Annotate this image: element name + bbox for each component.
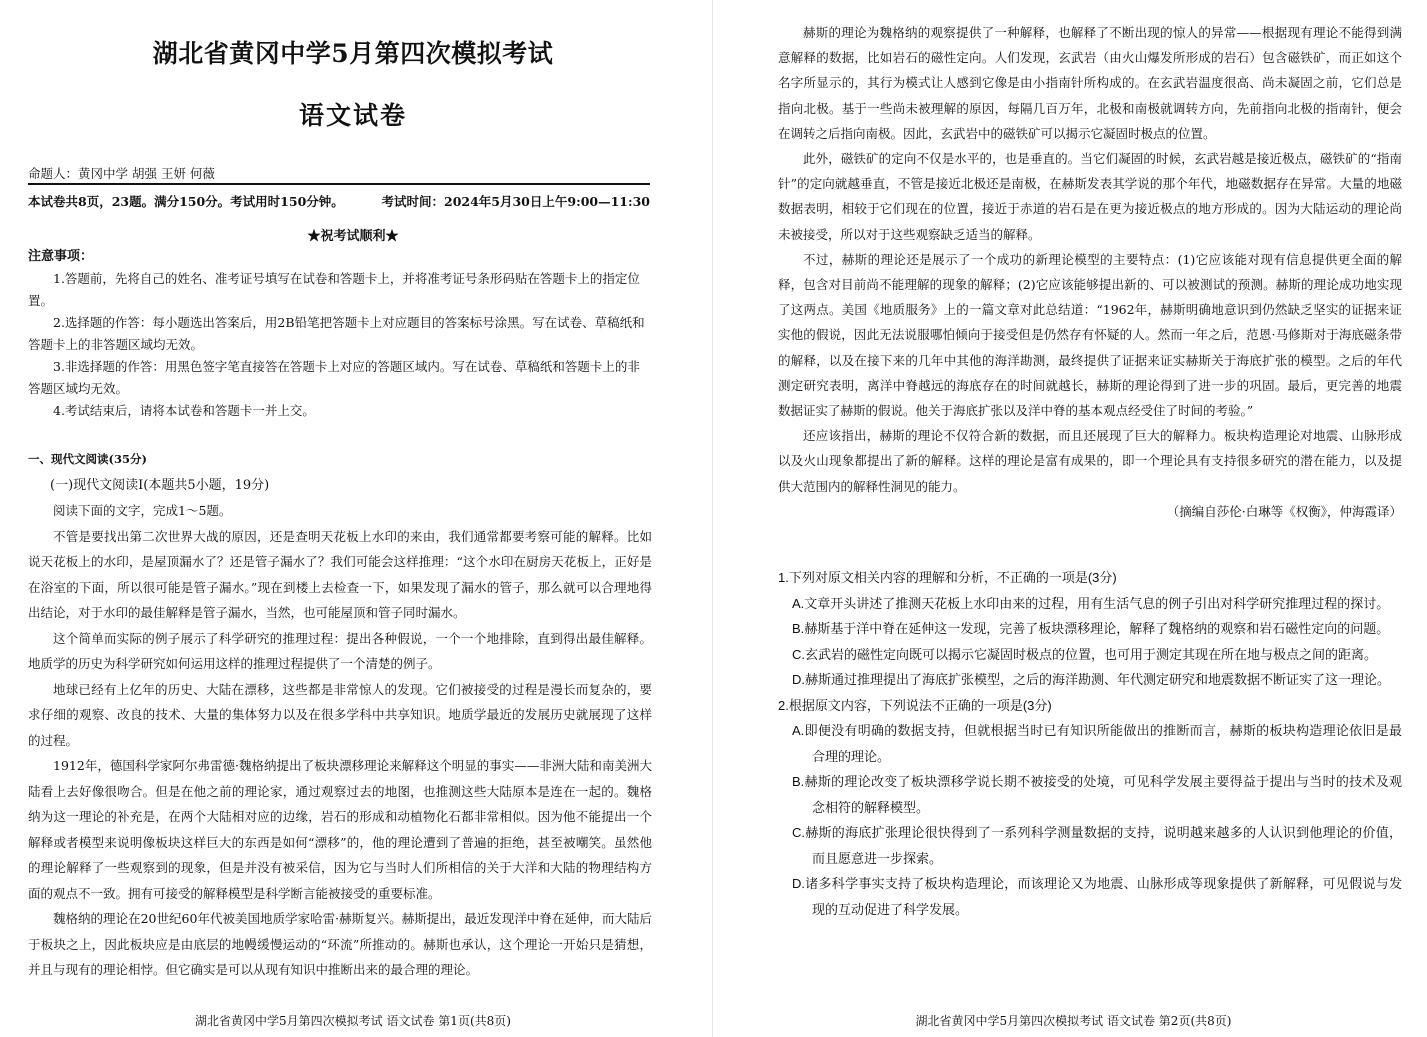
question-list (778, 565, 1402, 922)
passage-paragraph: 还应该指出，赫斯的理论不仅符合新的数据，而且还展现了巨大的解释力。板块构造理论对地震、山脉形成以及火山现象都提出了新的解释。这样的理论是富有成果的，即一个理论具有支持很多研究的潜在能力，以及提供大范围内的解释性洞见的能力。 (778, 428, 1402, 494)
passage-paragraph: 不管是要找出第二次世界大战的原因，还是查明天花板上水印的来由，我们通常都要考察可能的解释。比如说天花板上的水印，是屋顶漏水了？还是管子漏水了？我们可能会这样推理：“这个水印在厨房天花板上，正好是在浴室的下面，所以很可能是管子漏水。”现在到楼上去检查一下，如果发现了漏水的管子，那么就可以合理地得出结论，对于水印的最佳解释是管子漏水，当然，也可能屋顶和管子同时漏水。 (28, 528, 652, 620)
question-option: A.即便没有明确的数据支持，但就根据当时已有知识所能做出的推断而言，赫斯的板块构造理论依旧是最合理的理论。 (792, 723, 1402, 764)
left-page-footer: 湖北省黄冈中学5月第四次模拟考试 语文试卷 第1页(共8页) (195, 1014, 511, 1028)
wish-line: ★祝考试顺利★ (307, 229, 399, 244)
subject-title: 语文试卷 (298, 101, 407, 130)
question-option: A.文章开头讲述了推测天花板上水印由来的过程，用有生活气息的例子引出对科学研究推理过程的探讨。 (792, 595, 1390, 611)
passage-paragraph: 魏格纳的理论在20世纪60年代被美国地质学家哈雷·赫斯复兴。赫斯提出，最近发现洋中脊在延伸，而大陆后于板块之上，因此板块应是由底层的地幔缓慢运动的“环流”所推动的。赫斯也承认，这个理论一开始只是猜想，并且与现有的理论相悖。但它确实是可以从现有知识中推断出来的最合理的理论。 (28, 911, 652, 977)
passage-paragraph: 不过，赫斯的理论还是展示了一个成功的新理论模型的主要特点：(1)它应该能对现有信息提供更全面的解释，包含对目前尚不能理解的现象的解释；(2)它应该能够提出新的、可以被测试的预测。赫斯的理论成功地实现了这两点。美国《地质服务》上的一篇文章对此总结道：“1962年，赫斯明确地意识到仍然缺乏坚实的证据来证实他的假说，因此无法说服哪怕倾向于接受但是仍然存有怀疑的人。然而一年之后，范恩·马修斯对于海底磁条带的解释，以及在接下来的几年中其他的海洋勘测，最终提供了证据来证实赫斯关于海底扩张的模型。之后的年代测定研究表明，离洋中脊越远的海底存在的时间就越长，赫斯的理论得到了进一步的巩固。最后，更完善的地震数据证实了赫斯的假说。他关于海底扩张以及洋中脊的基本观点经受住了时间的考验。” (778, 251, 1402, 419)
question-option: B.赫斯的理论改变了板块漂移学说长期不被接受的处境，可见科学发展主要得益于提出与当时的技术及观念相符的解释模型。 (792, 774, 1402, 815)
section-heading: 一、现代文阅读(35分) (28, 452, 147, 466)
reading-section (28, 447, 652, 983)
passage-source: （摘编自莎伦·白琳等《权衡》，仲海霞译） (1166, 503, 1402, 519)
notice-heading: 注意事项： (28, 249, 94, 264)
right-page-footer: 湖北省黄冈中学5月第四次模拟考试 语文试卷 第2页(共8页) (915, 1014, 1232, 1028)
exam-meta-right: 考试时间：2024年5月30日上午9:00—11:30 (381, 194, 650, 209)
notice-item: 4.考试结束后，请将本试卷和答题卡一并上交。 (53, 403, 315, 418)
question-stem: 1.下列对原文相关内容的理解和分析，不正确的一项是(3分) (778, 570, 1117, 585)
header-rule (28, 183, 650, 185)
sub-heading: (一)现代文阅读Ⅰ(本题共5小题，19分) (50, 477, 270, 493)
passage-paragraph: 赫斯的理论为魏格纳的观察提供了一种解释，也解释了不断出现的惊人的异常——根据现有理论不能得到满意解释的数据，比如岩石的磁性定向。人们发现，玄武岩（由火山爆发所形成的岩石）包含磁铁矿，而正如这个名字所显示的，其行为模式让人感到它像是由小指南针所构成的。在玄武岩温度很高、尚未凝固之前，它们总是指向北极。基于一些尚未被理解的原因，每隔几百万年，北极和南极就调转方向，先前指向北极的指南针，便会在调转之后指向南极。因此，玄武岩中的磁铁矿可以揭示它凝固时极点的位置。 (778, 25, 1402, 141)
page-divider (712, 0, 713, 1037)
exam-meta (28, 192, 650, 210)
passage-paragraph: 1912年，德国科学家阿尔弗雷德·魏格纳提出了板块漂移理论来解释这个明显的事实——非洲大陆和南美洲大陆看上去好像很吻合。但是在他之前的理论家，通过观察过去的地图，也推测这些大陆原本是连在一起的。魏格纳为这一理论的补充是，在两个大陆相对应的边缘，岩石的形成和动植物化石都非常相似。因为他不能提出一个解释或者模型来说明像板块这样巨大的东西是如何“漂移”的，他的理论遭到了普遍的拒绝，甚至被嘲笑。虽然他的理论解释了一些观察到的现象，但是并没有被采信，因为它与当时人们所相信的关于大洋和大陆的物理结构方面的观点不一致。拥有可接受的解释模型是科学断言能被接受的重要标准。 (28, 758, 652, 901)
passage-paragraph: 此外，磁铁矿的定向不仅是水平的，也是垂直的。当它们凝固的时候，玄武岩越是接近极点，磁铁矿的“指南针”的定向就越垂直，不管是接近北极还是南极，在赫斯发表其学说的那个年代，地磁数据存在异常。大量的地磁数据表明，相较于它们现在的位置，接近于赤道的岩石是在更为接近极点的地方形成的。因为大陆运动的理论尚未被接受，所以对于这些观察缺乏适当的解释。 (778, 151, 1402, 242)
notice-item: 1.答题前，先将自己的姓名、准考证号填写在试卷和答题卡上，并将准考证号条形码贴在答题卡上的指定位置。 (28, 271, 640, 308)
notice-item: 2.选择题的作答：每小题选出答案后，用2B铅笔把答题卡上对应题目的答案标号涂黑。写在试卷、草稿纸和答题卡上的非答题区域均无效。 (28, 315, 645, 352)
question-stem: 2.根据原文内容，下列说法不正确的一项是(3分) (778, 697, 1052, 713)
passage-continued (778, 20, 1402, 524)
notice-block (28, 246, 652, 422)
notice-item: 3.非选择题的作答：用黑色签字笔直接答在答题卡上对应的答题区域内。写在试卷、草稿纸和答题卡上的非答题区域均无效。 (28, 359, 640, 396)
question-option: C.玄武岩的磁性定向既可以揭示它凝固时极点的位置，也可用于测定其现在所在地与极点之间的距离。 (792, 646, 1378, 662)
question-option: B.赫斯基于洋中脊在延伸这一发现，完善了板块漂移理论，解释了魏格纳的观察和岩石磁性定向的问题。 (792, 621, 1390, 636)
passage-paragraph: 地球已经有上亿年的历史、大陆在漂移，这些都是非常惊人的发现。它们被接受的过程是漫长而复杂的，要求仔细的观察、改良的技术、大量的集体努力以及在很多学科中共享知识。地质学最近的发展历史就展现了这样的过程。 (28, 681, 652, 748)
passage-paragraph: 这个简单而实际的例子展示了科学研究的推理过程：提出各种假说，一个一个地排除，直到得出最佳解释。地质学的历史为科学研究如何运用这样的推理过程提供了一个清楚的例子。 (28, 630, 652, 671)
question-option: D.赫斯通过推理提出了海底扩张模型，之后的海洋勘测、年代测定研究和地震数据不断证实了这一理论。 (792, 672, 1391, 687)
authors: 命题人：黄冈中学 胡强 王妍 何薇 (28, 166, 215, 181)
question-option: D.诸多科学事实支持了板块构造理论，而该理论又为地震、山脉形成等现象提供了新解释，可见假说与发现的互动促进了科学发展。 (792, 876, 1402, 917)
question-option: C.赫斯的海底扩张理论很快得到了一系列科学测量数据的支持，说明越来越多的人认识到他理论的价值，而且愿意进一步探索。 (792, 825, 1402, 866)
exam-title: 湖北省黄冈中学5月第四次模拟考试 (152, 39, 554, 68)
instruction: 阅读下面的文字，完成1～5题。 (53, 503, 232, 518)
exam-meta-left: 本试卷共8页，23题。满分150分。考试用时150分钟。 (28, 194, 344, 209)
